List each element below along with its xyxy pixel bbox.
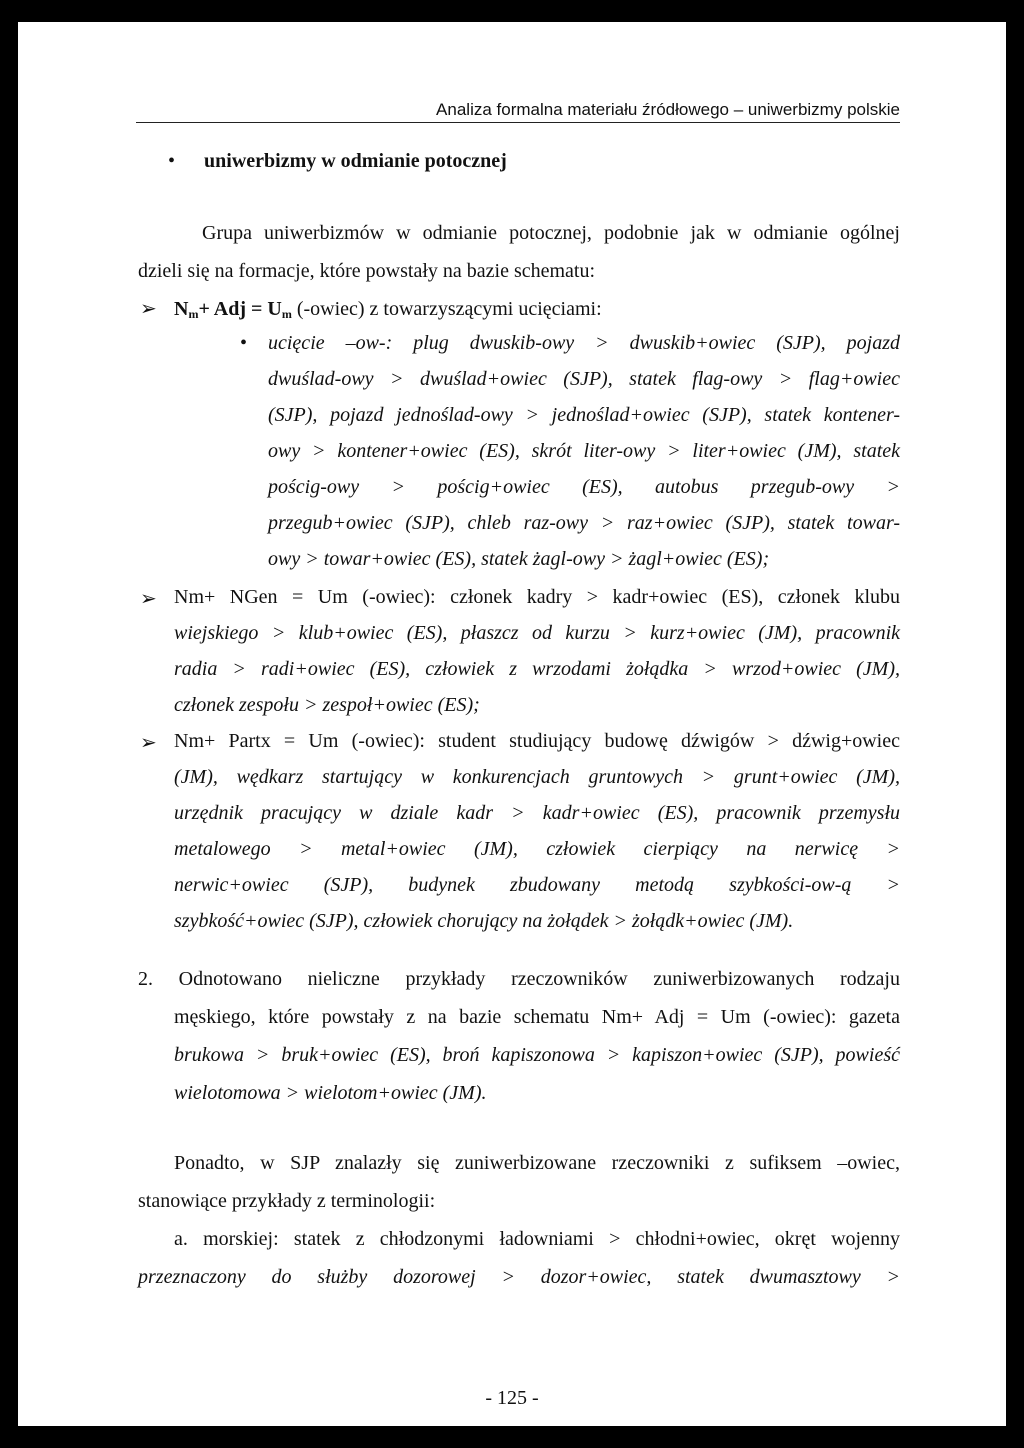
document-page bbox=[18, 22, 1006, 1426]
point-2-line-2: męskiego, które powstały z na bazie schematu Nm+ Adj = Um (-owiec): gazeta bbox=[174, 1006, 900, 1028]
final-line-3: a. morskiej: statek z chłodzonymi ładowniami > chłodni+owiec, okręt wojenny bbox=[174, 1228, 900, 1250]
final-line-4: przeznaczony do służby dozorowej > dozor+owiec, statek dwumasztowy > bbox=[138, 1266, 900, 1288]
sub-bullet-line-5: pościg-owy > pościg+owiec (ES), autobus przegub-owy > bbox=[268, 476, 900, 498]
page-number: - 125 - bbox=[485, 1387, 539, 1409]
rule-3-line-6: szybkość+owiec (SJP), człowiek chorujący na żołądek > żołądk+owiec (JM). bbox=[174, 910, 794, 932]
sub-bullet-line-6: przegub+owiec (SJP), chleb raz-owy > raz+owiec (SJP), statek towar- bbox=[268, 512, 900, 534]
point-2-line-3: brukowa > bruk+owiec (ES), broń kapiszonowa > kapiszon+owiec (SJP), powieść bbox=[174, 1044, 900, 1066]
arrow-bullet-icon: ➢ bbox=[140, 588, 157, 610]
rule-2-line-2: wiejskiego > klub+owiec (ES), płaszcz od kurzu > kurz+owiec (JM), pracownik bbox=[174, 622, 900, 644]
bullet-dot: • bbox=[168, 150, 176, 172]
rule-2-line-1: Nm+ NGen = Um (-owiec): członek kadry > kadr+owiec (ES), członek klubu bbox=[174, 586, 900, 608]
rule-3-line-3: urzędnik pracujący w dziale kadr > kadr+owiec (ES), pracownik przemysłu bbox=[174, 802, 900, 824]
point-2-line-1: 2. Odnotowano nieliczne przykłady rzeczowników zuniwerbizowanych rodzaju bbox=[138, 968, 900, 990]
rule-1: ➢ $N_m+$ Adj = $U_m$ (-owiec) z towarzyszącymi ucięciami: bbox=[140, 298, 602, 321]
arrow-bullet-icon: ➢ bbox=[140, 298, 157, 320]
sub-bullet-line-3: (SJP), pojazd jednoślad-owy > jednoślad+owiec (SJP), statek kontener- bbox=[268, 404, 900, 426]
rule-2-line-4: członek zespołu > zespoł+owiec (ES); bbox=[174, 694, 480, 716]
intro-line-1: Grupa uniwerbizmów w odmianie potocznej, podobnie jak w odmianie ogólnej bbox=[202, 222, 900, 244]
final-line-2: stanowiące przykłady z terminologii: bbox=[138, 1190, 436, 1212]
sub-bullet-line-2: dwuślad-owy > dwuślad+owiec (SJP), statek flag-owy > flag+owiec bbox=[268, 368, 900, 390]
arrow-bullet-icon: ➢ bbox=[140, 732, 157, 754]
sub-bullet-line-7: owy > towar+owiec (ES), statek żagl-owy > żagl+owiec (ES); bbox=[268, 548, 770, 570]
rule-1-text: (-owiec) z towarzyszącymi ucięciami: bbox=[296, 298, 602, 320]
point-2-line-4: wielotomowa > wielotom+owiec (JM). bbox=[174, 1082, 487, 1104]
running-header: Analiza formalna materiału źródłowego – uniwerbizmy polskie bbox=[136, 100, 900, 123]
sub-bullet-dot: • bbox=[240, 332, 248, 354]
section-title: uniwerbizmy w odmianie potocznej bbox=[204, 150, 507, 172]
rule-2-line-3: radia > radi+owiec (ES), człowiek z wrzodami żołądka > wrzod+owiec (JM), bbox=[174, 658, 900, 680]
rule-3-line-2: (JM), wędkarz startujący w konkurencjach gruntowych > grunt+owiec (JM), bbox=[174, 766, 900, 788]
rule-3-line-5: nerwic+owiec (SJP), budynek zbudowany metodą szybkości-ow-ą > bbox=[174, 874, 900, 896]
sub-bullet-line-1: ucięcie –ow-: plug dwuskib-owy > dwuskib+owiec (SJP), pojazd bbox=[268, 332, 900, 354]
rule-3-line-1: Nm+ Partx = Um (-owiec): student studiujący budowę dźwigów > dźwig+owiec bbox=[174, 730, 900, 752]
rule-3-line-4: metalowego > metal+owiec (JM), człowiek cierpiący na nerwicę > bbox=[174, 838, 900, 860]
intro-line-2: dzieli się na formacje, które powstały na bazie schematu: bbox=[138, 260, 596, 282]
sub-bullet-line-4: owy > kontener+owiec (ES), skrót liter-owy > liter+owiec (JM), statek bbox=[268, 440, 900, 462]
final-line-1: Ponadto, w SJP znalazły się zuniwerbizowane rzeczowniki z sufiksem –owiec, bbox=[174, 1152, 900, 1174]
section-bullet bbox=[168, 150, 507, 173]
